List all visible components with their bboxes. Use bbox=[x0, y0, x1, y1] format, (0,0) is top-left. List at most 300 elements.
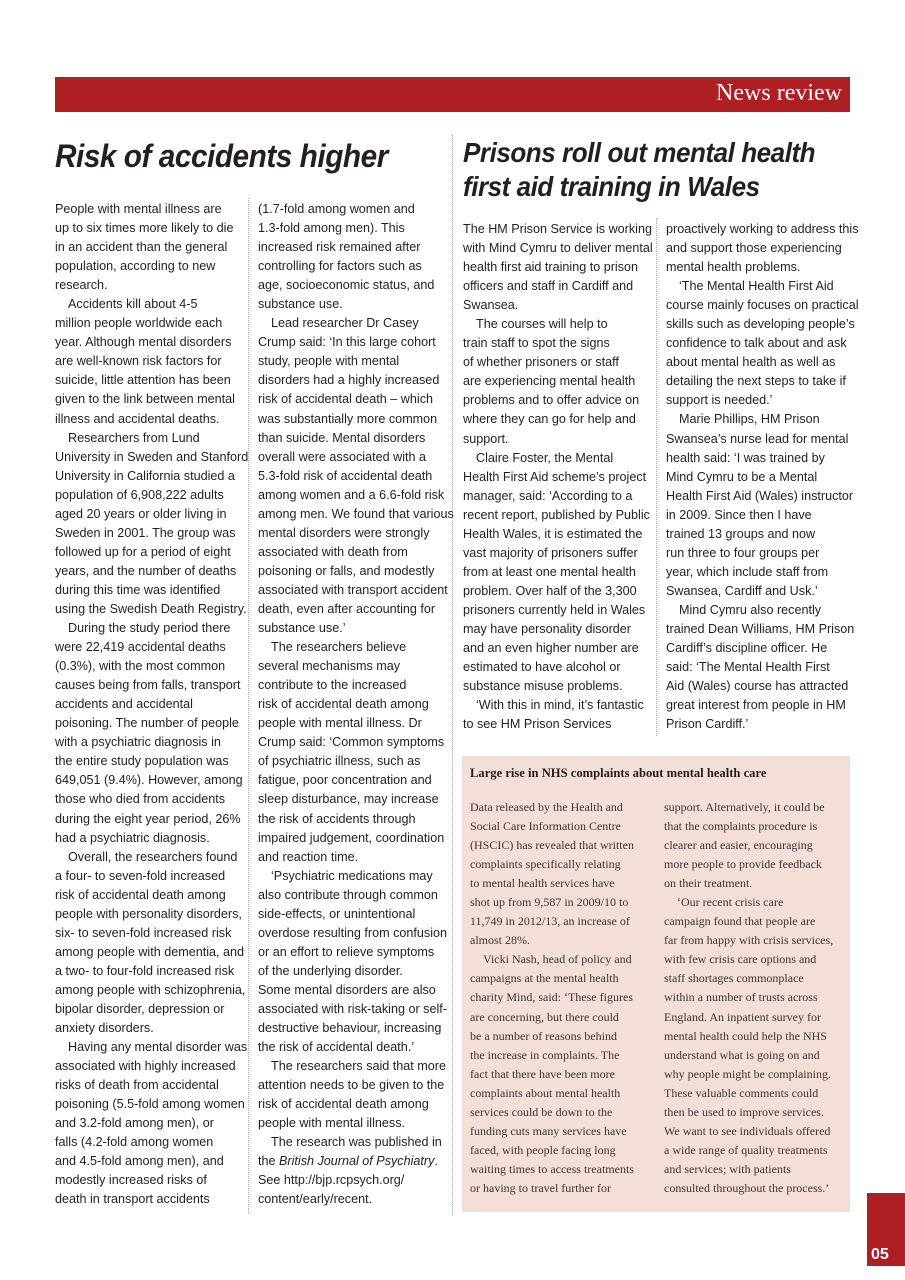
text-line bbox=[258, 448, 446, 467]
text-line-content: mental health could help the NHS bbox=[664, 1028, 827, 1043]
text-line-content: The courses will help to bbox=[476, 317, 608, 332]
text-line bbox=[664, 1122, 849, 1141]
text-line-content: several mechanisms may bbox=[258, 659, 401, 674]
text-line bbox=[664, 817, 849, 836]
text-line bbox=[258, 1133, 446, 1152]
text-line bbox=[470, 874, 655, 893]
text-line-content: 1.3-fold among men). This bbox=[258, 221, 405, 236]
text-line bbox=[55, 219, 243, 238]
text-line bbox=[55, 486, 243, 505]
text-line bbox=[258, 1019, 446, 1038]
text-line-content: skills such as developing people’s bbox=[666, 317, 855, 332]
text-line bbox=[55, 905, 243, 924]
text-line bbox=[55, 1076, 243, 1095]
text-line bbox=[55, 1114, 243, 1133]
text-line bbox=[463, 410, 651, 429]
text-line-content: Mind Cymru also recently bbox=[679, 602, 822, 617]
text-line bbox=[470, 931, 655, 950]
text-line-content: or having to travel further for bbox=[470, 1180, 611, 1195]
text-line bbox=[463, 525, 651, 544]
text-line bbox=[258, 238, 446, 257]
text-line bbox=[258, 943, 446, 962]
text-line bbox=[258, 810, 446, 829]
text-line bbox=[258, 962, 446, 981]
text-line-content: (0.3%), with the most common bbox=[55, 659, 226, 674]
text-line bbox=[666, 315, 854, 334]
text-line bbox=[666, 525, 854, 544]
text-line bbox=[258, 1076, 446, 1095]
text-line-content: destructive behaviour, increasing bbox=[258, 1021, 442, 1036]
text-line-content: on their treatment. bbox=[664, 876, 753, 891]
text-line bbox=[463, 277, 651, 296]
text-line-content: and 4.5-fold among men), and bbox=[55, 1154, 224, 1169]
text-line bbox=[55, 695, 243, 714]
text-line bbox=[55, 752, 243, 771]
text-line bbox=[463, 239, 651, 258]
text-line bbox=[463, 677, 651, 696]
text-line bbox=[666, 353, 854, 372]
text-line bbox=[463, 296, 651, 315]
text-line-content: The research was published in bbox=[271, 1135, 442, 1150]
text-line-content: mental disorders were strongly bbox=[258, 525, 430, 540]
text-line bbox=[258, 543, 446, 562]
text-line-content: years, and the number of deaths bbox=[55, 563, 237, 578]
text-line-content: The researchers believe bbox=[271, 640, 407, 655]
text-line bbox=[55, 600, 247, 619]
text-line bbox=[470, 1065, 655, 1084]
text-line-content: were 22,419 accidental deaths bbox=[55, 640, 226, 655]
text-line bbox=[666, 468, 854, 487]
text-line bbox=[664, 988, 849, 1007]
text-line-content: about mental health as well as bbox=[666, 355, 836, 370]
text-line-content: People with mental illness are bbox=[55, 202, 222, 216]
text-line bbox=[258, 676, 446, 695]
text-line bbox=[258, 619, 446, 638]
text-line bbox=[664, 1160, 849, 1179]
text-line bbox=[664, 874, 849, 893]
text-line-content: support is needed.’ bbox=[666, 393, 773, 408]
text-line bbox=[258, 1190, 446, 1209]
text-line bbox=[258, 733, 446, 752]
text-line bbox=[463, 468, 651, 487]
text-line bbox=[55, 867, 243, 886]
text-line-content: health first aid training to prison bbox=[463, 260, 639, 275]
text-line-content: Health First Aid (Wales) instructor bbox=[666, 488, 854, 503]
text-line-content: increased risk remained after bbox=[258, 240, 421, 255]
text-line-content: those who died from accidents bbox=[55, 792, 226, 807]
text-line-content: estimated to have alcohol or bbox=[463, 660, 621, 675]
text-line bbox=[55, 581, 243, 600]
text-line-content: shot up from 9,587 in 2009/10 to bbox=[470, 895, 629, 910]
text-line-content: research. bbox=[55, 278, 108, 293]
text-line bbox=[463, 544, 651, 563]
text-line bbox=[55, 410, 243, 429]
text-line-content: then be used to improve services. bbox=[664, 1104, 824, 1119]
text-line bbox=[666, 715, 854, 734]
text-line-content: the increase in complaints. The bbox=[470, 1047, 620, 1062]
text-line bbox=[55, 295, 243, 314]
text-line bbox=[463, 334, 651, 353]
text-line bbox=[258, 790, 446, 809]
text-line bbox=[666, 334, 854, 353]
text-line-content: and support those experiencing bbox=[666, 241, 842, 256]
text-line bbox=[664, 1141, 849, 1160]
text-line-content: among people with schizophrenia, bbox=[55, 982, 246, 997]
text-line-content: risk of accidental death among bbox=[55, 887, 226, 902]
text-line-content: where they can go for help and bbox=[463, 412, 636, 427]
text-line-content: run three to four groups per bbox=[666, 545, 820, 560]
text-line-content: death in transport accidents bbox=[55, 1192, 210, 1207]
text-line-content: understand what is going on and bbox=[664, 1047, 820, 1062]
text-line bbox=[258, 352, 446, 371]
page-number-tab bbox=[867, 1193, 905, 1266]
text-line bbox=[470, 1179, 655, 1198]
right-article-column-2 bbox=[666, 220, 859, 734]
text-line-content: officers and staff in Cardiff and bbox=[463, 279, 634, 294]
text-line-content: charity Mind, said: ‘These figures bbox=[470, 990, 633, 1005]
text-line bbox=[258, 752, 446, 771]
text-line bbox=[463, 353, 651, 372]
text-line-content: and reaction time. bbox=[258, 849, 359, 864]
text-line-content: sleep disturbance, may increase bbox=[258, 792, 439, 807]
sidebar-column-2 bbox=[664, 798, 849, 1198]
text-line bbox=[463, 372, 651, 391]
text-line bbox=[463, 715, 651, 734]
text-line-content: Claire Foster, the Mental bbox=[476, 450, 614, 465]
text-line-content: ‘Our recent crisis care bbox=[677, 895, 784, 910]
text-line bbox=[664, 798, 849, 817]
text-line bbox=[258, 981, 446, 1000]
text-line bbox=[666, 601, 854, 620]
text-line bbox=[258, 429, 446, 448]
text-line bbox=[55, 619, 243, 638]
text-line bbox=[666, 582, 854, 601]
text-line-content: confidence to talk about and ask bbox=[666, 336, 847, 351]
text-line-content: accidents and accidental bbox=[55, 697, 193, 712]
text-line-content: Swansea. bbox=[463, 298, 519, 313]
text-line bbox=[258, 200, 446, 219]
text-line-content: population of 6,908,222 adults bbox=[55, 487, 224, 502]
text-line-content: complaints specifically relating bbox=[470, 857, 621, 872]
text-line-content: a four- to seven-fold increased bbox=[55, 868, 226, 883]
text-line bbox=[666, 296, 859, 315]
text-line-content: substance use.’ bbox=[258, 621, 346, 636]
text-line-content: During the study period there bbox=[68, 621, 231, 636]
text-line-content: campaigns at the mental health bbox=[470, 971, 619, 986]
text-line bbox=[258, 562, 446, 581]
text-line-content: impaired judgement, coordination bbox=[258, 830, 445, 845]
text-line bbox=[463, 449, 651, 468]
text-line-content: manager, said: ‘According to a bbox=[463, 488, 633, 503]
text-line-content: among women and a 6.6-fold risk bbox=[258, 487, 445, 502]
text-line bbox=[55, 1057, 243, 1076]
text-line bbox=[258, 486, 446, 505]
text-line bbox=[55, 314, 243, 333]
text-line bbox=[55, 390, 243, 409]
text-line bbox=[258, 467, 446, 486]
text-line-content: Some mental disorders are also bbox=[258, 982, 436, 997]
text-line bbox=[666, 391, 854, 410]
text-line bbox=[666, 220, 859, 239]
text-line bbox=[666, 372, 854, 391]
text-line bbox=[258, 410, 446, 429]
text-line-content: overall were associated with a bbox=[258, 449, 426, 464]
text-line-content: up to six times more likely to die bbox=[55, 221, 234, 236]
text-line bbox=[664, 1103, 849, 1122]
text-line-content: train staff to spot the signs bbox=[463, 336, 610, 351]
text-line-content: the bbox=[258, 1154, 280, 1169]
text-line-content: prisoners currently held in Wales bbox=[463, 602, 646, 617]
text-line-content: England. An inpatient survey for bbox=[664, 1009, 821, 1024]
text-line-content: and services; with patients bbox=[664, 1161, 791, 1176]
text-line bbox=[258, 924, 446, 943]
text-line bbox=[664, 1008, 849, 1027]
text-line-content: with few crisis care options and bbox=[664, 952, 817, 967]
text-line-content: why people might be complaining. bbox=[664, 1066, 831, 1081]
text-line bbox=[470, 1122, 655, 1141]
text-line-content: of psychiatric illness, such as bbox=[258, 754, 421, 769]
text-line bbox=[258, 581, 446, 600]
text-line bbox=[666, 487, 854, 506]
text-line-content: University in Sweden and Stanford bbox=[55, 449, 249, 464]
text-line-content: the entire study population was bbox=[55, 754, 229, 769]
text-line bbox=[55, 829, 243, 848]
text-line-content: mental health problems. bbox=[666, 260, 801, 275]
text-line bbox=[666, 506, 854, 525]
text-line bbox=[55, 1000, 243, 1019]
text-line bbox=[258, 886, 446, 905]
text-line bbox=[470, 950, 655, 969]
text-line bbox=[470, 1008, 655, 1027]
text-line-content: recent report, published by Public bbox=[463, 507, 650, 522]
text-line bbox=[258, 505, 454, 524]
text-line bbox=[258, 1171, 446, 1190]
text-line-content: was substantially more common bbox=[258, 411, 438, 426]
text-line-content: given to the link between mental bbox=[55, 392, 235, 407]
text-line bbox=[470, 1046, 655, 1065]
text-line bbox=[55, 276, 243, 295]
text-line bbox=[55, 924, 243, 943]
text-line bbox=[55, 1095, 243, 1114]
text-line bbox=[55, 257, 243, 276]
text-line bbox=[666, 258, 854, 277]
text-line bbox=[470, 1084, 655, 1103]
section-label: News review bbox=[716, 80, 842, 106]
text-line-content: poisoning. The number of people bbox=[55, 716, 239, 731]
text-line bbox=[258, 600, 446, 619]
right-article-column-1 bbox=[463, 220, 651, 734]
text-line-content: disorders had a highly increased bbox=[258, 373, 440, 388]
text-line bbox=[463, 696, 651, 715]
text-line bbox=[470, 1103, 655, 1122]
text-line bbox=[55, 657, 243, 676]
text-line-content: from at least one mental health bbox=[463, 564, 636, 579]
text-line-content: anxiety disorders. bbox=[55, 1021, 154, 1036]
text-line bbox=[664, 855, 849, 874]
text-line bbox=[666, 639, 854, 658]
text-line-content: falls (4.2-fold among women bbox=[55, 1135, 214, 1150]
text-line-content: University in California studied a bbox=[55, 468, 235, 483]
text-line bbox=[55, 200, 243, 219]
text-line-content: Data released by the Health and bbox=[470, 800, 623, 814]
text-line bbox=[463, 430, 651, 449]
text-line-content: than suicide. Mental disorders bbox=[258, 430, 426, 445]
text-line bbox=[463, 658, 651, 677]
sidebar-nhs-complaints bbox=[462, 756, 850, 1212]
text-line-content: ‘With this in mind, it’s fantastic bbox=[476, 698, 644, 713]
text-line bbox=[258, 714, 446, 733]
text-line bbox=[470, 855, 655, 874]
text-line bbox=[664, 969, 849, 988]
journal-title: British Journal of Psychiatry bbox=[279, 1154, 435, 1169]
text-line bbox=[666, 677, 854, 696]
text-line-content: proactively working to address this bbox=[666, 222, 859, 236]
text-line-content: campaign found that people are bbox=[664, 914, 816, 929]
text-line-content: and 3.2-fold among men), or bbox=[55, 1116, 214, 1131]
text-line bbox=[258, 905, 446, 924]
text-line-content: Prison Cardiff.’ bbox=[666, 717, 749, 732]
text-line bbox=[664, 1179, 849, 1198]
text-line bbox=[258, 371, 446, 390]
text-line bbox=[258, 524, 446, 543]
text-line-content: Overall, the researchers found bbox=[68, 849, 238, 864]
text-line-content: followed up for a period of eight bbox=[55, 544, 231, 559]
text-line-content: (1.7-fold among women and bbox=[258, 202, 415, 216]
text-line-content: funding cuts many services have bbox=[470, 1123, 627, 1138]
text-line-content: clearer and easier, encouraging bbox=[664, 838, 813, 853]
text-line-content: Having any mental disorder was bbox=[68, 1040, 248, 1055]
text-line-content: almost 28%. bbox=[470, 933, 530, 948]
text-line-content: that the complaints procedure is bbox=[664, 819, 818, 834]
text-line bbox=[55, 352, 243, 371]
text-line bbox=[470, 988, 655, 1007]
text-line bbox=[55, 505, 243, 524]
text-line-content: year. Although mental disorders bbox=[55, 335, 232, 350]
text-line bbox=[666, 658, 854, 677]
text-line-content: risk of accidental death – which bbox=[258, 392, 434, 407]
text-line bbox=[258, 657, 446, 676]
text-line bbox=[258, 257, 446, 276]
headline-risk-of-accidents: Risk of accidents higher bbox=[55, 138, 388, 174]
text-line-content: consulted throughout the process.’ bbox=[664, 1180, 830, 1195]
text-line bbox=[664, 950, 849, 969]
text-line bbox=[55, 943, 243, 962]
text-line bbox=[666, 544, 854, 563]
text-line-content: bipolar disorder, depression or bbox=[55, 1001, 225, 1016]
text-line-content: Marie Phillips, HM Prison bbox=[679, 412, 820, 427]
text-line-content: to mental health services have bbox=[470, 876, 615, 891]
text-line bbox=[664, 1046, 849, 1065]
text-line-content: (HSCIC) has revealed that written bbox=[470, 838, 634, 853]
text-line bbox=[55, 1152, 243, 1171]
text-line-content: attention needs to be given to the bbox=[258, 1078, 445, 1093]
text-line-content: of whether prisoners or staff bbox=[463, 355, 619, 370]
text-line-content: a two- to four-fold increased risk bbox=[55, 963, 235, 978]
text-line-content: risk of accidental death among bbox=[258, 697, 429, 712]
text-line bbox=[258, 1152, 446, 1171]
text-line-content: These valuable comments could bbox=[664, 1085, 819, 1100]
text-line-content: associated with transport accident bbox=[258, 582, 448, 597]
text-line bbox=[258, 1114, 446, 1133]
text-line bbox=[470, 1160, 655, 1179]
text-line-content: associated with highly increased bbox=[55, 1059, 236, 1074]
sidebar-column-1 bbox=[470, 798, 655, 1198]
text-line-content: Researchers from Lund bbox=[68, 430, 200, 445]
text-line-content: people with personality disorders, bbox=[55, 906, 242, 921]
text-line bbox=[664, 912, 849, 931]
text-line-content: Mind Cymru to be a Mental bbox=[666, 469, 818, 484]
text-line-content: detailing the next steps to take if bbox=[666, 374, 846, 389]
text-line bbox=[666, 239, 854, 258]
text-line-content: faced, with people facing long bbox=[470, 1142, 616, 1157]
text-line-content: Swansea’s nurse lead for mental bbox=[666, 431, 849, 446]
text-line-content: far from happy with crisis services, bbox=[664, 933, 834, 948]
text-line-content: staff shortages commonplace bbox=[664, 971, 804, 986]
text-line-content: poisoning (5.5-fold among women bbox=[55, 1097, 245, 1112]
text-line bbox=[55, 238, 243, 257]
text-line bbox=[470, 912, 655, 931]
text-line-content: overdose resulting from confusion bbox=[258, 925, 448, 940]
text-line bbox=[258, 219, 446, 238]
text-line bbox=[258, 771, 446, 790]
text-line-content: contribute to the increased bbox=[258, 678, 407, 693]
text-line-content: ‘The Mental Health First Aid bbox=[679, 279, 834, 294]
text-line-content: are well-known risk factors for bbox=[55, 354, 222, 369]
text-line-content: substance misuse problems. bbox=[463, 679, 623, 694]
text-line-content: problems and to offer advice on bbox=[463, 393, 640, 408]
text-line-content: during this time was identified bbox=[55, 582, 221, 597]
text-line bbox=[463, 639, 651, 658]
text-line-content: the risk of accidents through bbox=[258, 811, 416, 826]
text-line bbox=[258, 390, 446, 409]
text-line bbox=[258, 333, 446, 352]
text-line bbox=[55, 676, 243, 695]
text-line bbox=[55, 467, 243, 486]
text-line-content: are experiencing mental health bbox=[463, 374, 636, 389]
text-line-content: associated with death from bbox=[258, 544, 408, 559]
article-divider bbox=[452, 135, 453, 1215]
text-line bbox=[55, 981, 246, 1000]
text-line-content: with a psychiatric diagnosis in bbox=[55, 735, 221, 750]
text-line-content: people with mental illness. bbox=[258, 1116, 406, 1131]
sidebar-title: Large rise in NHS complaints about mental health care bbox=[470, 766, 767, 780]
text-line-content: controlling for factors such as bbox=[258, 259, 422, 274]
text-line bbox=[258, 848, 446, 867]
text-line bbox=[55, 371, 243, 390]
text-line bbox=[664, 1065, 849, 1084]
text-line-content: and an even higher number are bbox=[463, 641, 639, 656]
text-line-content: risks of death from accidental bbox=[55, 1078, 219, 1093]
text-line bbox=[463, 220, 651, 239]
text-line-content: We want to see individuals offered bbox=[664, 1123, 831, 1138]
text-line-content: trained 13 groups and now bbox=[666, 526, 816, 541]
text-line-content: Lead researcher Dr Casey bbox=[271, 316, 419, 331]
text-line-content: also contribute through common bbox=[258, 887, 438, 902]
text-line bbox=[258, 638, 446, 657]
text-line bbox=[258, 1095, 446, 1114]
text-line bbox=[666, 277, 854, 296]
text-line-content: risk of accidental death among bbox=[258, 1097, 429, 1112]
text-line-content: causes being from falls, transport bbox=[55, 678, 241, 693]
text-line-content: complaints about mental health bbox=[470, 1085, 621, 1100]
text-line bbox=[664, 1084, 849, 1103]
text-line bbox=[258, 295, 446, 314]
text-line bbox=[664, 1027, 849, 1046]
text-line-content: ‘Psychiatric medications may bbox=[271, 868, 433, 883]
text-line-content: aged 20 years or older living in bbox=[55, 506, 227, 521]
text-line bbox=[470, 893, 655, 912]
text-line-content: support. Alternatively, it could be bbox=[664, 800, 825, 814]
